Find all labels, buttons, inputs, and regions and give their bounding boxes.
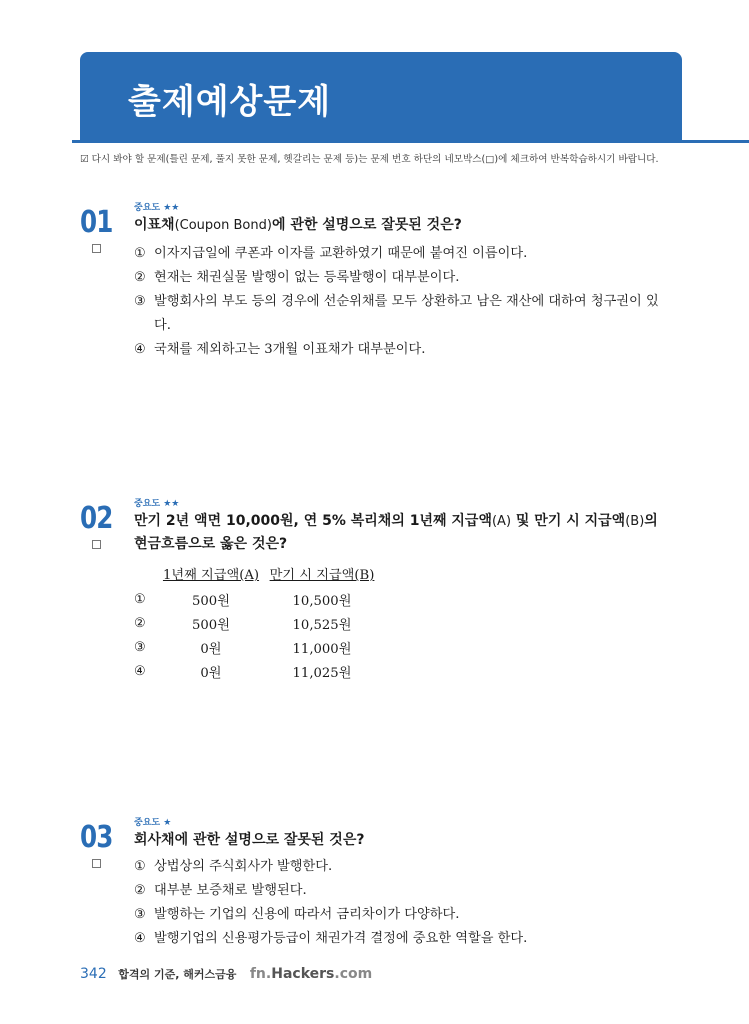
option-item[interactable]: ① 이자지급일에 쿠폰과 이자를 교환하였기 때문에 붙여진 이름이다. [134,246,528,261]
table-row[interactable]: ③ 0원 11,000원 [134,639,352,657]
importance-label: 중요도 ★ [134,818,172,828]
option-item[interactable]: ② 대부분 보증채로 발행된다. [134,883,307,898]
option-item[interactable]: ④ 발행기업의 신용평가등급이 채권가격 결정에 중요한 역할을 한다. [134,931,528,946]
option-list [134,855,674,951]
question-text: 이표채(Coupon Bond)에 관한 설명으로 잘못된 것은? [134,217,462,233]
chapter-title: 출제예상문제 [128,82,332,122]
chapter-header [80,52,682,142]
table-row[interactable]: ② 500원 10,525원 [134,615,352,633]
option-item[interactable]: ③ 발행하는 기업의 신용에 따라서 금리차이가 다양하다. [134,907,460,922]
review-checkbox[interactable] [92,244,101,253]
footer-website[interactable]: fn.Hackers.com [249,966,373,982]
review-notice: ☑ 다시 봐야 할 문제(틀린 문제, 풀지 못한 문제, 헷갈리는 문제 등)는 문제 번호 하단의 네모박스(□)에 체크하여 반복학습하시기 바랍니다. [80,154,659,165]
column-header-a: 1년째 지급액(A) [162,568,260,583]
question-number: 03 [80,820,113,855]
review-checkbox[interactable] [92,540,101,549]
table-row[interactable]: ④ 0원 11,025원 [134,663,352,681]
header-divider [72,140,749,143]
option-item[interactable]: ④ 국채를 제외하고는 3개월 이표채가 대부분이다. [134,342,426,357]
importance-label: 중요도 ★★ [134,203,180,213]
importance-label: 중요도 ★★ [134,499,180,509]
table-row[interactable]: ① 500원 10,500원 [134,591,352,609]
option-list [134,242,674,362]
question-number: 01 [80,205,113,240]
review-checkbox[interactable] [92,859,101,868]
question-number: 02 [80,501,113,536]
page-number: 342 [80,966,107,982]
option-item[interactable]: ① 상법상의 주식회사가 발행한다. [134,859,333,874]
question-text: 회사채에 관한 설명으로 잘못된 것은? [134,832,365,848]
option-item[interactable]: ③ 발행회사의 부도 등의 경우에 선순위채를 모두 상환하고 남은 재산에 대하여 청구권이 있다. [134,294,659,333]
page-footer [80,966,372,982]
option-item[interactable]: ② 현재는 채권실물 발행이 없는 등록발행이 대부분이다. [134,270,460,285]
footer-label: 합격의 기준, 해커스금융 [118,968,237,981]
question-text: 만기 2년 액면 10,000원, 연 5% 복리채의 1년째 지급액(A) 및 만기 시 지급액(B)의 현금흐름으로 옳은 것은? [134,513,658,552]
answer-table [134,564,376,683]
column-header-b: 만기 시 지급액(B) [269,568,375,583]
